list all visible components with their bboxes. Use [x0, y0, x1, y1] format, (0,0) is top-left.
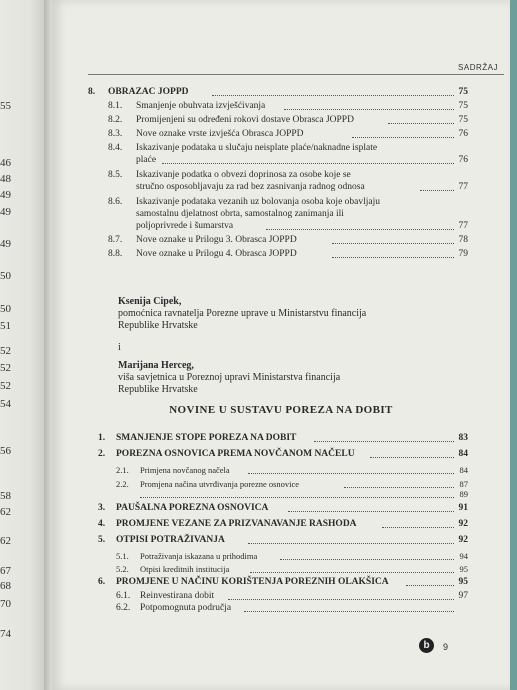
toc-entry-page: 95: [459, 564, 468, 574]
toc-entry-title-cont: plaće: [136, 155, 157, 165]
toc-leader: [406, 585, 454, 586]
left-page-number: 49: [0, 206, 11, 218]
left-page-number: 50: [0, 270, 11, 282]
toc-entry-number: 2.: [98, 449, 106, 459]
toc-entry-page: 75: [458, 101, 468, 111]
book-spine: [44, 0, 52, 690]
author-role: Republike Hrvatske: [118, 384, 198, 395]
toc-entry-page: 94: [459, 551, 468, 561]
toc-entry-title: Iskazivanje podatka o obvezi doprinosa za osobe koje se: [136, 170, 351, 180]
toc-entry-number: 2.2.: [116, 479, 129, 489]
left-page-number: 55: [0, 100, 11, 112]
toc-entry-title: Iskazivanje podataka u slučaju neisplate plaće/naknadne isplate: [136, 143, 378, 153]
toc-leader: [228, 599, 454, 600]
toc-leader: [248, 543, 454, 544]
right-page: [52, 0, 510, 690]
publisher-logo-icon: b: [419, 638, 434, 653]
running-header: SADRŽAJ: [458, 63, 498, 72]
toc-entry-page: 79: [458, 249, 468, 259]
toc-entry-title: Reinvestirana dobit: [140, 591, 215, 601]
left-page-number: 56: [0, 445, 11, 457]
toc-entry-number: 8.7.: [108, 235, 123, 245]
toc-entry-number: 8.1.: [108, 101, 123, 111]
toc-entry-title: POREZNA OSNOVICA PREMA NOVČANOM NAČELU: [116, 449, 355, 459]
toc-entry-number: 8.5.: [108, 170, 123, 180]
toc-entry-title: OBRAZAC JOPPD: [108, 87, 189, 97]
toc-entry-title-cont: poljoprivrede i šumarstva: [136, 221, 234, 231]
toc-entry-number: 3.: [98, 503, 106, 513]
left-page-number: 52: [0, 345, 11, 357]
toc-entry-page: 77: [458, 182, 468, 192]
author-block-2: [118, 360, 340, 396]
toc-entry-title: Promijenjeni su određeni rokovi dostave Obrasca JOPPD: [136, 115, 354, 125]
left-page-number: 62: [0, 535, 11, 547]
toc-leader: [332, 243, 454, 244]
toc-leader: [248, 473, 454, 474]
toc-entry-number: 6.: [98, 577, 106, 587]
left-page-number: 74: [0, 628, 11, 640]
toc-entry-number: 1.: [98, 433, 106, 443]
page-number: 9: [442, 642, 448, 652]
left-page-number: 54: [0, 398, 11, 410]
left-page-number: 51: [0, 320, 11, 332]
toc-leader: [332, 257, 454, 258]
header-rule: [88, 74, 504, 75]
toc-leader: [420, 190, 454, 191]
toc-leader: [212, 95, 454, 96]
author-conjunction: i: [118, 342, 121, 353]
toc-entry-title: Primjena novčanog načela: [140, 465, 230, 475]
left-page-number: 46: [0, 157, 11, 169]
toc-entry-title-cont: stručno osposobljavaju za rad bez zasnivanja radnog odnosa: [136, 182, 365, 192]
toc-leader: [382, 527, 454, 528]
section-title: NOVINE U SUSTAVU POREZA NA DOBIT: [169, 404, 393, 416]
toc-entry-title: PROMJENE U NAČINU KORIŠTENJA POREZNIH OLAKŠICA: [116, 577, 389, 587]
toc-entry-page: 75: [458, 87, 468, 97]
left-page-number: 52: [0, 362, 11, 374]
toc-entry-number: 8.2.: [108, 115, 123, 125]
toc-entry-title: Otpisi kreditnih institucija: [140, 564, 230, 574]
left-page-number: 49: [0, 189, 11, 201]
left-page-number: 68: [0, 580, 11, 592]
toc-entry-number: 8.6.: [108, 197, 123, 207]
toc-entry-title: PROMJENE VEZANE ZA PRIZVANAVANJE RASHODA: [116, 519, 357, 529]
toc-entry-page: 75: [458, 115, 468, 125]
toc-entry-page: 83: [458, 433, 468, 443]
toc-entry-title: SMANJENJE STOPE POREZA NA DOBIT: [116, 433, 297, 443]
left-page-number: 62: [0, 506, 11, 518]
left-page-number: 70: [0, 598, 11, 610]
toc-leader: [250, 572, 454, 573]
left-page-number: 58: [0, 490, 11, 502]
toc-entry-page: 76: [458, 129, 468, 139]
author-role: viša savjetnica u Poreznoj upravi Ministarstva financija: [118, 372, 341, 383]
left-page-number: 52: [0, 380, 11, 392]
toc-leader: [140, 497, 454, 498]
left-page: [0, 0, 44, 690]
toc-entry-title: Potraživanja iskazana u prihodima: [140, 551, 258, 561]
author-name: Ksenija Cipek,: [118, 296, 182, 307]
toc-entry-page: 77: [458, 221, 468, 231]
toc-entry-title: Nove oznake vrste izvješća Obrasca JOPPD: [136, 129, 304, 139]
left-page-number: 67: [0, 565, 11, 577]
toc-entry-title: Potpomognuta područja: [140, 603, 232, 613]
toc-entry-number: 8.3.: [108, 129, 123, 139]
toc-entry-number: 5.1.: [116, 551, 129, 561]
toc-entry-title: PAUŠALNA POREZNA OSNOVICA: [116, 503, 269, 513]
toc-entry-title: Nove oznake u Prilogu 4. Obrasca JOPPD: [136, 249, 297, 259]
toc-entry-number: 8.: [88, 87, 96, 97]
toc-entry-number: 4.: [98, 519, 106, 529]
author-role: pomoćnica ravnatelja Porezne uprave u Ministarstvu financija: [118, 308, 367, 319]
toc-leader: [280, 559, 454, 560]
toc-entry-title: Iskazivanje podataka vezanih uz bolovanja osoba koje obavljaju: [136, 197, 381, 207]
toc-leader: [344, 487, 454, 488]
toc-entry-number: 6.2.: [116, 603, 131, 613]
left-page-number: 49: [0, 238, 11, 250]
author-block-1: [118, 296, 366, 332]
toc-entry-number: 5.2.: [116, 564, 129, 574]
toc-entry-number: 2.1.: [116, 465, 129, 475]
toc-leader: [162, 163, 454, 164]
toc-entry-number: 8.4.: [108, 143, 123, 153]
toc-leader: [352, 137, 454, 138]
toc-entry-number: 8.8.: [108, 249, 123, 259]
toc-entry-page: 76: [458, 155, 468, 165]
toc-entry-page: 89: [459, 489, 468, 499]
toc-entry-page: 92: [458, 519, 468, 529]
toc-entry-page: 92: [458, 535, 468, 545]
toc-entry-page: 87: [459, 479, 468, 489]
author-role: Republike Hrvatske: [118, 320, 198, 331]
toc-entry-number: 5.: [98, 535, 106, 545]
toc-entry-page: 84: [459, 465, 468, 475]
left-page-number: 50: [0, 303, 11, 315]
toc-leader: [284, 109, 454, 110]
toc-entry-title: OTPISI POTRAŽIVANJA: [116, 535, 225, 545]
toc-entry-title: Nove oznake u Prilogu 3. Obrasca JOPPD: [136, 235, 297, 245]
toc-entry-title-cont: samostalnu djelatnost obrta, samostalnog zanimanja ili: [136, 209, 344, 219]
toc-entry-page: 84: [458, 449, 468, 459]
toc-entry-title: Promjena načina utvrđivanja porezne osnovice: [140, 479, 300, 489]
toc-entry-page: 78: [458, 235, 468, 245]
toc-leader: [388, 123, 454, 124]
toc-leader: [266, 229, 454, 230]
toc-entry-page: 91: [458, 503, 468, 513]
toc-leader: [244, 611, 454, 612]
toc-entry-page: 97: [458, 591, 468, 601]
toc-leader: [314, 441, 454, 442]
toc-leader: [288, 511, 454, 512]
toc-entry-page: 95: [458, 577, 468, 587]
toc-entry-number: 6.1.: [116, 591, 131, 601]
author-name: Marijana Herceg,: [118, 360, 194, 371]
left-page-number: 48: [0, 173, 11, 185]
toc-leader: [370, 457, 454, 458]
toc-entry-title: Smanjenje obuhvata izvješćivanja: [136, 101, 266, 111]
